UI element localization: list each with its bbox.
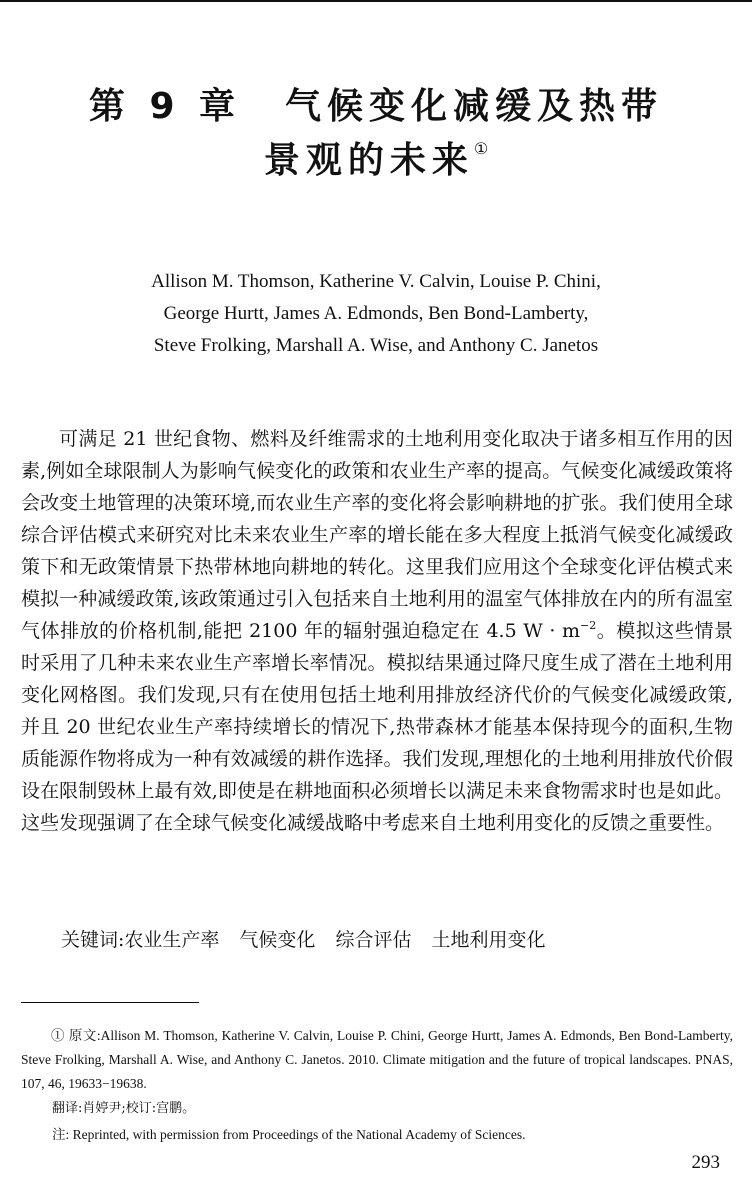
keyword-item: 农业生产率 bbox=[124, 929, 220, 951]
footnote-translation: 翻译:肖婷尹;校订:宫鹏。 bbox=[52, 1101, 196, 1116]
abstract-text-part2: 。模拟这些情景时采用了几种未来农业生产率增长率情况。模拟结果通过降尺度生成了潜在土地利用变化网格图。我们发现,只有在使用包括土地利用排放经济代价的气候变化减缓政策,并且 20 世纪农业生产率持续增长的情况下,热带森林才能基本保持现今的面积,生物质能源作物将成为一种有效减缓的耕作选择。我们发现,理想化的土地利用排放代价假设在限制毁林上最有效,即使是在耕地面积必须增长以满足未来食物需求时也是如此。这些发现强调了在全球气候变化减缓战略中考虑来自土地利用变化的反馈之重要性。 bbox=[21, 620, 733, 834]
author-list bbox=[0, 266, 752, 362]
keyword-item: 气候变化 bbox=[239, 929, 316, 951]
page-number: 293 bbox=[691, 1152, 720, 1173]
chapter-title-text-2: 景观的未来 bbox=[263, 140, 474, 181]
keyword-item: 土地利用变化 bbox=[431, 929, 546, 951]
title-footnote-mark[interactable]: ① bbox=[473, 139, 489, 158]
footnote-reprint-note: 注: Reprinted, with permission from Proceedings of the National Academy of Sciences. bbox=[52, 1127, 526, 1142]
chapter-number: 第 9 章 bbox=[88, 86, 242, 127]
chapter-title-text-1: 气候变化减缓及热带 bbox=[285, 86, 664, 127]
author-line-2: George Hurtt, James A. Edmonds, Ben Bond-Lamberty, bbox=[163, 303, 589, 324]
abstract-text-part1: 可满足 21 世纪食物、燃料及纤维需求的土地利用变化取决于诸多相互作用的因素,例如全球限制人为影响气候变化的政策和农业生产率的提高。气候变化减缓政策将会改变土地管理的决策环境,而农业生产率的变化将会影响耕地的扩张。我们使用全球综合评估模式来研究对比未来农业生产率的增长能在多大程度上抵消气候变化减缓政策下和无政策情景下热带林地向耕地的转化。这里我们应用这个全球变化评估模式来模拟一种减缓政策,该政策通过引入包括来自土地利用的温室气体排放在内的所有温室气体排放的价格机制,能把 2100 年的辐射强迫稳定在 4.5 W · m bbox=[21, 428, 733, 642]
footnote-original-source: ① 原文:Allison M. Thomson, Katherine V. Calvin, Louise P. Chini, George Hurtt, James A. Edmonds, Ben Bond-Lamberty, Steve Frolking, Marshall A. Wise, and Anthony C. Janetos. 2010. Climate mitigation and the future of tropical landscapes. PNAS, 107, 46, 19633−19638. bbox=[21, 1028, 733, 1091]
author-line-1: Allison M. Thomson, Katherine V. Calvin, Louise P. Chini, bbox=[151, 271, 601, 292]
chapter-title-line2 bbox=[0, 132, 752, 183]
keywords bbox=[61, 924, 565, 956]
chapter-title-line1 bbox=[0, 78, 752, 129]
abstract-superscript: −2 bbox=[580, 619, 597, 632]
keywords-label: 关键词: bbox=[61, 929, 125, 951]
footnote-divider bbox=[21, 1002, 199, 1003]
abstract-paragraph bbox=[21, 423, 733, 839]
author-line-3: Steve Frolking, Marshall A. Wise, and Anthony C. Janetos bbox=[153, 335, 599, 356]
top-rule bbox=[0, 0, 752, 2]
keyword-item: 综合评估 bbox=[335, 929, 412, 951]
